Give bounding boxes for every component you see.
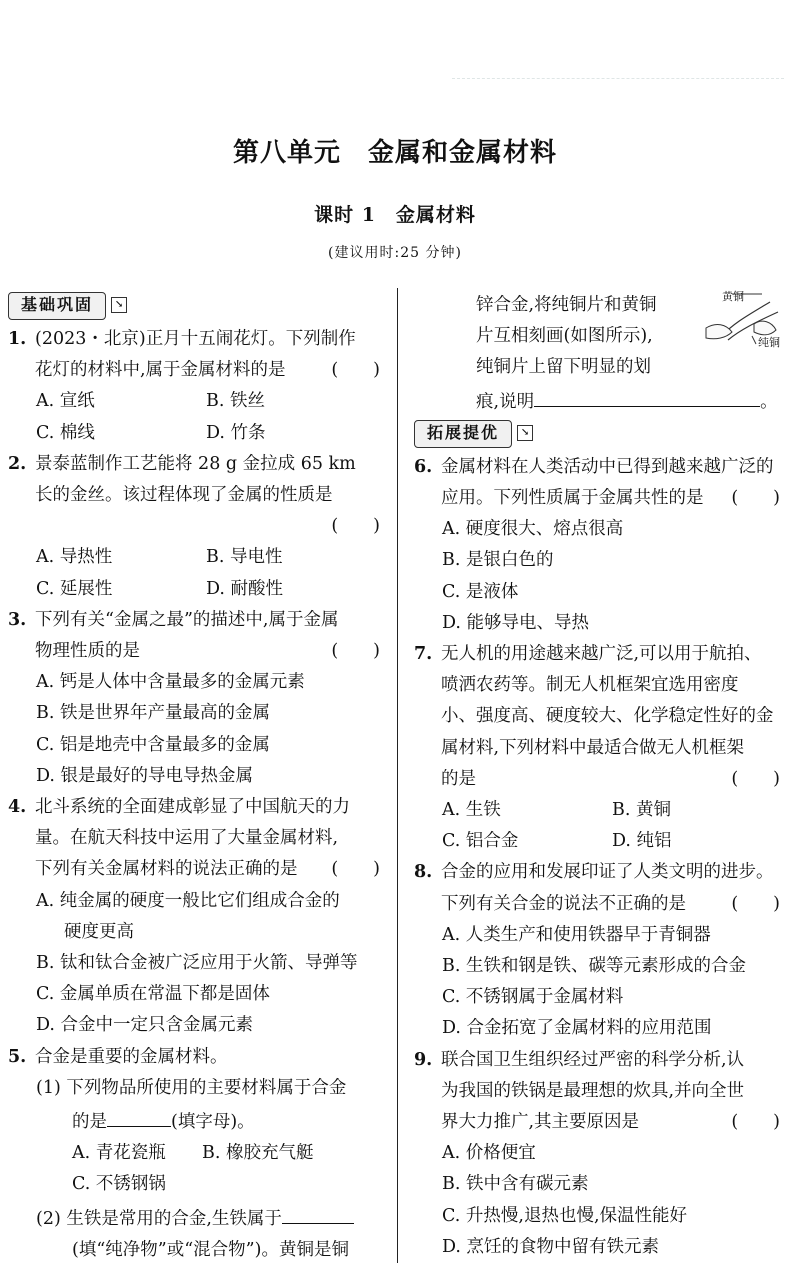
- subquestion-text: (1) 下列物品所使用的主要材料属于合金: [36, 1077, 347, 1098]
- options-row: [8, 386, 386, 417]
- q5-continued-text: 纯铜片上留下明显的划: [476, 357, 651, 378]
- option-a[interactable]: A. 硬度很大、熔点很高: [442, 519, 624, 540]
- lesson-title: 课时 1 金属材料: [314, 204, 476, 226]
- figure-label-brass: 黄铜: [722, 290, 744, 303]
- options-row: [8, 418, 386, 449]
- option-c[interactable]: C. 是液体: [442, 581, 519, 602]
- option-d[interactable]: D. 竹条: [206, 422, 266, 443]
- option-b[interactable]: B. 铁丝: [206, 391, 265, 412]
- options-row: [8, 542, 386, 573]
- subquestion-text: 的是 (填字母)。: [36, 1104, 386, 1138]
- figure-label-copper: 纯铜: [758, 336, 780, 349]
- question-text: 联合国卫生组织经过严密的科学分析,认: [441, 1049, 745, 1070]
- option-b[interactable]: B. 铁是世界年产量最高的金属: [36, 703, 270, 724]
- question-number: 3.: [8, 609, 27, 630]
- option-c[interactable]: C. 升热慢,退热也慢,保温性能好: [442, 1205, 688, 1226]
- time-note: (建议用时:25 分钟): [328, 245, 462, 261]
- question-number: 4.: [8, 797, 27, 818]
- question-number: 7.: [414, 644, 433, 665]
- subquestion-text: (填“纯净物”或“混合物”)。黄铜是铜: [72, 1239, 349, 1260]
- option-a[interactable]: A. 青花瓷瓶: [72, 1143, 166, 1164]
- question-text: 无人机的用途越来越广泛,可以用于航拍、: [441, 644, 762, 665]
- option-d[interactable]: D. 纯铝: [612, 831, 672, 852]
- section-label-text: 拓展提优: [427, 422, 500, 442]
- question-text: 花灯的材料中,属于金属材料的是 ( ): [35, 355, 386, 386]
- option-c[interactable]: C. 铝是地壳中含量最多的金属: [36, 734, 270, 755]
- question-text: 金属材料在人类活动中已得到越来越广泛的: [441, 456, 774, 477]
- option-b[interactable]: B. 是银白色的: [442, 550, 554, 571]
- option-b[interactable]: B. 导电性: [206, 547, 283, 568]
- option-a[interactable]: A. 导热性: [36, 547, 113, 568]
- q5-continued-text: 痕,说明 。: [414, 384, 786, 418]
- question-5: [8, 1042, 386, 1073]
- option-c[interactable]: C. 棉线: [36, 422, 95, 443]
- scratch-figure: [692, 288, 788, 352]
- question-text: 小、强度高、硬度较大、化学稳定性好的金: [441, 706, 774, 727]
- option-c[interactable]: C. 延展性: [36, 578, 113, 599]
- option-a[interactable]: A. 钙是人体中含量最多的金属元素: [36, 672, 305, 693]
- answer-paren[interactable]: ( ): [731, 768, 780, 789]
- options-row: [414, 826, 786, 857]
- right-column: [414, 290, 786, 1263]
- subquestion-2: [8, 1201, 386, 1266]
- arrow-icon: ↘: [111, 297, 127, 313]
- question-number: 8.: [414, 862, 433, 883]
- question-text: 为我国的铁锅是最理想的炊具,并向全世: [441, 1080, 745, 1101]
- question-text: 属材料,下列材料中最适合做无人机框架: [441, 737, 745, 758]
- arrow-icon: ↘: [517, 425, 533, 441]
- option-a-continued: 硬度更高: [64, 921, 134, 942]
- question-text: 景泰蓝制作工艺能将 28 g 金拉成 65 km: [35, 453, 356, 474]
- question-number: 9.: [414, 1049, 433, 1070]
- column-divider: [397, 288, 398, 1263]
- question-text: 喷洒农药等。制无人机框架宜选用密度: [441, 675, 739, 696]
- option-a[interactable]: A. 人类生产和使用铁器早于青铜器: [442, 924, 711, 945]
- answer-blank[interactable]: [534, 384, 760, 407]
- answer-paren[interactable]: ( ): [731, 1112, 780, 1133]
- options-row: [8, 1138, 386, 1169]
- option-c[interactable]: C. 金属单质在常温下都是固体: [36, 984, 270, 1005]
- question-text: 的是 ( ): [441, 764, 786, 795]
- question-text: 下列有关“金属之最”的描述中,属于金属: [35, 609, 339, 630]
- option-b[interactable]: B. 钛和钛合金被广泛应用于火箭、导弹等: [36, 953, 358, 974]
- question-text: 界大力推广,其主要原因是 ( ): [441, 1107, 786, 1138]
- option-d[interactable]: D. 烹饪的食物中留有铁元素: [442, 1236, 660, 1257]
- question-text: 合金是重要的金属材料。: [35, 1046, 228, 1067]
- question-7: [414, 639, 786, 795]
- question-text: 应用。下列性质属于金属共性的是 ( ): [441, 483, 786, 514]
- answer-paren[interactable]: ( ): [331, 516, 380, 537]
- question-4: [8, 792, 386, 886]
- option-d[interactable]: D. 能够导电、导热: [442, 612, 590, 633]
- option-a[interactable]: A. 价格便宜: [442, 1143, 536, 1164]
- question-number: 2.: [8, 453, 27, 474]
- answer-paren[interactable]: ( ): [731, 488, 780, 509]
- answer-paren[interactable]: ( ): [331, 360, 380, 381]
- options-row: [8, 574, 386, 605]
- section-label-extend: [414, 420, 530, 448]
- answer-paren[interactable]: ( ): [731, 893, 780, 914]
- question-number: 1.: [8, 329, 27, 349]
- answer-paren[interactable]: ( ): [331, 641, 380, 662]
- option-b[interactable]: B. 橡胶充气艇: [202, 1143, 314, 1164]
- option-d[interactable]: D. 合金拓宽了金属材料的应用范围: [442, 1018, 712, 1039]
- question-text: 合金的应用和发展印证了人类文明的进步。: [441, 862, 774, 883]
- question-number: 5.: [8, 1046, 27, 1067]
- question-text: 物理性质的是 ( ): [35, 636, 386, 667]
- subquestion-text: (2) 生铁是常用的合金,生铁属于: [36, 1201, 386, 1235]
- question-text: (2023・北京)正月十五闹花灯。下列制作: [35, 329, 356, 349]
- option-a[interactable]: A. 纯金属的硬度一般比它们组成合金的: [36, 890, 340, 911]
- question-8: [414, 857, 786, 919]
- option-d[interactable]: D. 耐酸性: [206, 578, 284, 599]
- question-6: [414, 452, 786, 514]
- question-3: [8, 605, 386, 667]
- option-a[interactable]: A. 宣纸: [36, 391, 95, 412]
- option-d[interactable]: D. 合金中一定只含金属元素: [36, 1015, 254, 1036]
- answer-blank[interactable]: [282, 1201, 354, 1224]
- answer-paren[interactable]: ( ): [331, 859, 380, 880]
- section-label-basic: [8, 292, 124, 320]
- option-b[interactable]: B. 黄铜: [612, 800, 671, 821]
- question-text: 长的金丝。该过程体现了金属的性质是: [35, 485, 333, 506]
- subquestion-1: [8, 1073, 386, 1138]
- q5-continued-text: 片互相刻画(如图所示),: [476, 326, 653, 347]
- left-column: [8, 290, 386, 1266]
- question-text: 下列有关金属材料的说法正确的是 ( ): [35, 854, 386, 885]
- question-9: [414, 1045, 786, 1139]
- option-c[interactable]: C. 不锈钢锅: [72, 1174, 166, 1195]
- options-row: [414, 795, 786, 826]
- option-b[interactable]: B. 铁中含有碳元素: [442, 1174, 589, 1195]
- header-decoration-line: [452, 78, 784, 79]
- option-b[interactable]: B. 生铁和钢是铁、碳等元素形成的合金: [442, 956, 746, 977]
- unit-title: 第八单元 金属和金属材料: [232, 138, 557, 168]
- option-c[interactable]: C. 铝合金: [442, 831, 519, 852]
- question-text: 下列有关合金的说法不正确的是 ( ): [441, 889, 786, 920]
- q5-continued-text: 锌合金,将纯铜片和黄铜: [476, 295, 657, 315]
- question-2: [8, 449, 386, 543]
- answer-blank[interactable]: [107, 1104, 171, 1127]
- question-1: [8, 324, 386, 386]
- question-number: 6.: [414, 456, 433, 477]
- question-text: 量。在航天科技中运用了大量金属材料,: [35, 828, 339, 849]
- question-text: 北斗系统的全面建成彰显了中国航天的力: [35, 797, 350, 818]
- option-d[interactable]: D. 银是最好的导电导热金属: [36, 765, 254, 786]
- option-a[interactable]: A. 生铁: [442, 800, 501, 821]
- section-label-text: 基础巩固: [21, 295, 94, 314]
- option-c[interactable]: C. 不锈钢属于金属材料: [442, 987, 624, 1008]
